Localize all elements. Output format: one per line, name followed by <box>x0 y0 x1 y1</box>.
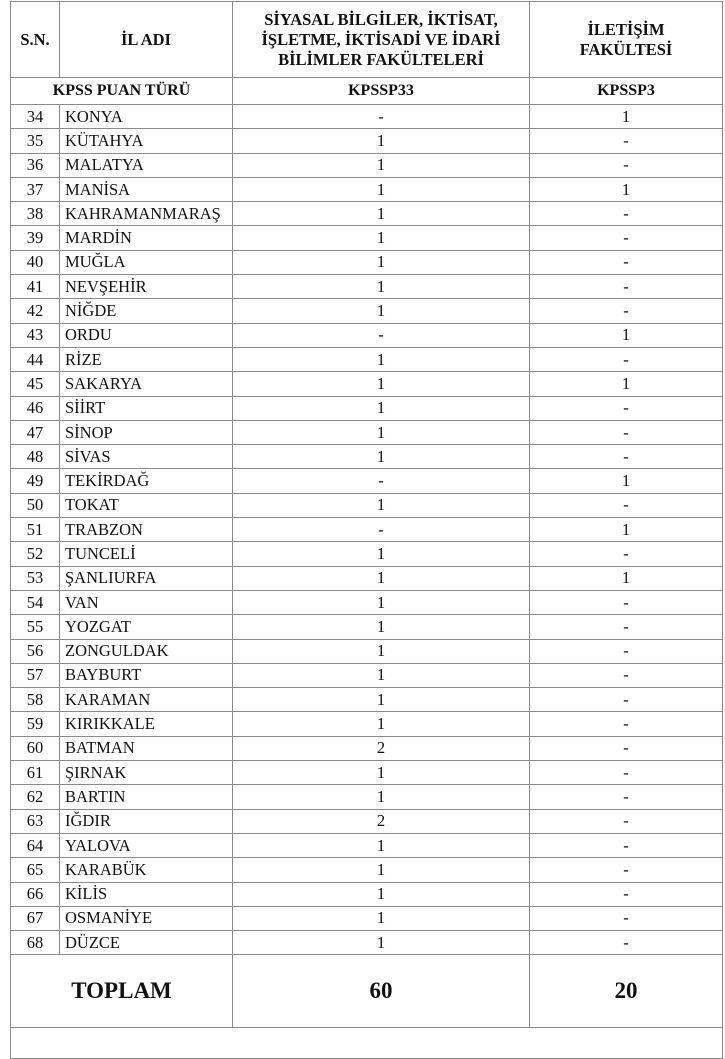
row-sn: 56 <box>11 639 60 663</box>
row-il-adi: ZONGULDAK <box>60 639 233 663</box>
table-row <box>11 542 723 566</box>
row-siyasal: 1 <box>233 639 530 663</box>
row-siyasal: 1 <box>233 931 530 955</box>
row-il-adi: SAKARYA <box>60 372 233 396</box>
table-row <box>11 250 723 274</box>
row-sn: 60 <box>11 736 60 760</box>
row-il-adi: ŞIRNAK <box>60 761 233 785</box>
row-sn: 51 <box>11 518 60 542</box>
table-row <box>11 688 723 712</box>
row-siyasal: 1 <box>233 712 530 736</box>
table-row <box>11 615 723 639</box>
row-il-adi: KAHRAMANMARAŞ <box>60 202 233 226</box>
row-iletisim: 1 <box>530 518 723 542</box>
row-il-adi: SİNOP <box>60 420 233 444</box>
row-sn: 39 <box>11 226 60 250</box>
header-row <box>11 2 723 78</box>
row-siyasal: 1 <box>233 493 530 517</box>
total-label: TOPLAM <box>11 955 233 1028</box>
row-sn: 59 <box>11 712 60 736</box>
table-row <box>11 275 723 299</box>
table-row <box>11 226 723 250</box>
row-siyasal: 1 <box>233 882 530 906</box>
row-iletisim: - <box>530 736 723 760</box>
row-iletisim: 1 <box>530 177 723 201</box>
row-sn: 45 <box>11 372 60 396</box>
row-sn: 49 <box>11 469 60 493</box>
table-body <box>11 105 723 955</box>
table-row <box>11 518 723 542</box>
row-iletisim: - <box>530 129 723 153</box>
table-row <box>11 590 723 614</box>
row-il-adi: NİĞDE <box>60 299 233 323</box>
puan-turu-iletisim: KPSSP3 <box>530 78 723 105</box>
row-il-adi: KIRIKKALE <box>60 712 233 736</box>
table-row <box>11 785 723 809</box>
row-iletisim: - <box>530 202 723 226</box>
header-siyasal-line: BİLİMLER FAKÜLTELERİ <box>278 49 484 69</box>
row-il-adi: IĞDIR <box>60 809 233 833</box>
row-il-adi: YALOVA <box>60 833 233 857</box>
row-il-adi: KARABÜK <box>60 858 233 882</box>
table-row <box>11 105 723 129</box>
row-sn: 46 <box>11 396 60 420</box>
row-sn: 53 <box>11 566 60 590</box>
row-iletisim: - <box>530 688 723 712</box>
row-il-adi: TUNCELİ <box>60 542 233 566</box>
row-iletisim: 1 <box>530 323 723 347</box>
row-siyasal: 1 <box>233 420 530 444</box>
row-il-adi: ŞANLIURFA <box>60 566 233 590</box>
quota-table <box>10 1 723 1059</box>
row-iletisim: 1 <box>530 372 723 396</box>
row-siyasal: 1 <box>233 761 530 785</box>
row-sn: 38 <box>11 202 60 226</box>
row-iletisim: - <box>530 906 723 930</box>
table-row <box>11 761 723 785</box>
row-il-adi: KONYA <box>60 105 233 129</box>
row-il-adi: SİVAS <box>60 445 233 469</box>
header-siyasal-line: İŞLETME, İKTİSADİ VE İDARİ <box>261 29 501 49</box>
table-row <box>11 858 723 882</box>
row-iletisim: - <box>530 542 723 566</box>
row-sn: 64 <box>11 833 60 857</box>
row-iletisim: - <box>530 347 723 371</box>
row-il-adi: KARAMAN <box>60 688 233 712</box>
header-siyasal-line: SİYASAL BİLGİLER, İKTİSAT, <box>264 9 498 29</box>
row-iletisim: 1 <box>530 469 723 493</box>
row-siyasal: 1 <box>233 833 530 857</box>
row-sn: 62 <box>11 785 60 809</box>
header-iletisim-line: İLETİŞİM <box>587 19 665 39</box>
row-siyasal: 1 <box>233 372 530 396</box>
row-il-adi: BARTIN <box>60 785 233 809</box>
row-il-adi: BAYBURT <box>60 663 233 687</box>
row-sn: 68 <box>11 931 60 955</box>
row-il-adi: NEVŞEHİR <box>60 275 233 299</box>
header-il-adi: İL ADI <box>60 2 233 78</box>
row-il-adi: MANİSA <box>60 177 233 201</box>
row-sn: 57 <box>11 663 60 687</box>
row-sn: 55 <box>11 615 60 639</box>
row-siyasal: 1 <box>233 445 530 469</box>
table-row <box>11 712 723 736</box>
row-sn: 58 <box>11 688 60 712</box>
table-row <box>11 129 723 153</box>
table-row <box>11 882 723 906</box>
row-siyasal: 1 <box>233 299 530 323</box>
row-sn: 67 <box>11 906 60 930</box>
row-iletisim: - <box>530 615 723 639</box>
total-iletisim: 20 <box>530 955 723 1028</box>
row-siyasal: 1 <box>233 663 530 687</box>
table-row <box>11 469 723 493</box>
row-sn: 36 <box>11 153 60 177</box>
table-row <box>11 639 723 663</box>
puan-turu-label: KPSS PUAN TÜRÜ <box>11 78 233 105</box>
row-iletisim: - <box>530 493 723 517</box>
row-iletisim: 1 <box>530 105 723 129</box>
row-sn: 35 <box>11 129 60 153</box>
row-sn: 42 <box>11 299 60 323</box>
row-sn: 34 <box>11 105 60 129</box>
row-sn: 63 <box>11 809 60 833</box>
row-iletisim: - <box>530 858 723 882</box>
row-siyasal: 1 <box>233 858 530 882</box>
table-row <box>11 833 723 857</box>
row-il-adi: TRABZON <box>60 518 233 542</box>
total-row <box>11 955 723 1028</box>
row-sn: 61 <box>11 761 60 785</box>
row-sn: 50 <box>11 493 60 517</box>
header-siyasal <box>233 2 530 78</box>
row-siyasal: 1 <box>233 615 530 639</box>
row-il-adi: TEKİRDAĞ <box>60 469 233 493</box>
row-siyasal: 1 <box>233 396 530 420</box>
row-iletisim: - <box>530 420 723 444</box>
row-il-adi: MUĞLA <box>60 250 233 274</box>
table-row <box>11 445 723 469</box>
row-siyasal: - <box>233 469 530 493</box>
row-siyasal: 1 <box>233 250 530 274</box>
row-il-adi: RİZE <box>60 347 233 371</box>
table-row <box>11 372 723 396</box>
row-siyasal: 1 <box>233 275 530 299</box>
table-row <box>11 493 723 517</box>
row-sn: 40 <box>11 250 60 274</box>
row-iletisim: - <box>530 663 723 687</box>
row-iletisim: - <box>530 590 723 614</box>
row-siyasal: 2 <box>233 736 530 760</box>
table-row <box>11 323 723 347</box>
table-row <box>11 202 723 226</box>
row-il-adi: ORDU <box>60 323 233 347</box>
row-sn: 47 <box>11 420 60 444</box>
row-il-adi: OSMANİYE <box>60 906 233 930</box>
table-row <box>11 906 723 930</box>
row-iletisim: - <box>530 882 723 906</box>
row-siyasal: 1 <box>233 177 530 201</box>
row-siyasal: 1 <box>233 129 530 153</box>
row-iletisim: - <box>530 153 723 177</box>
row-iletisim: - <box>530 299 723 323</box>
row-sn: 48 <box>11 445 60 469</box>
table-row <box>11 566 723 590</box>
puan-turu-siyasal: KPSSP33 <box>233 78 530 105</box>
row-il-adi: BATMAN <box>60 736 233 760</box>
row-il-adi: TOKAT <box>60 493 233 517</box>
footer-empty-cell <box>11 1028 723 1059</box>
table-row <box>11 420 723 444</box>
header-iletisim <box>530 2 723 78</box>
row-iletisim: - <box>530 639 723 663</box>
row-iletisim: - <box>530 785 723 809</box>
table-row <box>11 809 723 833</box>
total-siyasal: 60 <box>233 955 530 1028</box>
row-siyasal: 1 <box>233 566 530 590</box>
row-sn: 44 <box>11 347 60 371</box>
row-sn: 41 <box>11 275 60 299</box>
row-sn: 54 <box>11 590 60 614</box>
row-iletisim: 1 <box>530 566 723 590</box>
header-iletisim-line: FAKÜLTESİ <box>579 39 673 59</box>
row-iletisim: - <box>530 226 723 250</box>
row-siyasal: 1 <box>233 906 530 930</box>
row-iletisim: - <box>530 809 723 833</box>
row-iletisim: - <box>530 275 723 299</box>
row-il-adi: VAN <box>60 590 233 614</box>
row-il-adi: MARDİN <box>60 226 233 250</box>
footer-empty-row <box>11 1028 723 1059</box>
table-row <box>11 299 723 323</box>
row-siyasal: 2 <box>233 809 530 833</box>
row-iletisim: - <box>530 833 723 857</box>
row-siyasal: - <box>233 105 530 129</box>
row-il-adi: KÜTAHYA <box>60 129 233 153</box>
row-siyasal: 1 <box>233 785 530 809</box>
row-sn: 37 <box>11 177 60 201</box>
row-iletisim: - <box>530 712 723 736</box>
row-il-adi: DÜZCE <box>60 931 233 955</box>
table-row <box>11 347 723 371</box>
row-sn: 52 <box>11 542 60 566</box>
row-il-adi: SİİRT <box>60 396 233 420</box>
header-sn: S.N. <box>11 2 60 78</box>
row-siyasal: - <box>233 323 530 347</box>
row-siyasal: 1 <box>233 688 530 712</box>
row-siyasal: 1 <box>233 542 530 566</box>
row-siyasal: 1 <box>233 226 530 250</box>
row-il-adi: MALATYA <box>60 153 233 177</box>
row-il-adi: YOZGAT <box>60 615 233 639</box>
table-row <box>11 177 723 201</box>
puan-turu-row <box>11 78 723 105</box>
row-iletisim: - <box>530 396 723 420</box>
table-row <box>11 153 723 177</box>
row-siyasal: 1 <box>233 202 530 226</box>
table-row <box>11 931 723 955</box>
row-sn: 43 <box>11 323 60 347</box>
row-il-adi: KİLİS <box>60 882 233 906</box>
row-siyasal: - <box>233 518 530 542</box>
row-iletisim: - <box>530 250 723 274</box>
table-row <box>11 663 723 687</box>
table-row <box>11 736 723 760</box>
row-siyasal: 1 <box>233 347 530 371</box>
row-iletisim: - <box>530 445 723 469</box>
row-sn: 66 <box>11 882 60 906</box>
row-iletisim: - <box>530 931 723 955</box>
table-row <box>11 396 723 420</box>
row-iletisim: - <box>530 761 723 785</box>
row-siyasal: 1 <box>233 153 530 177</box>
row-sn: 65 <box>11 858 60 882</box>
row-siyasal: 1 <box>233 590 530 614</box>
